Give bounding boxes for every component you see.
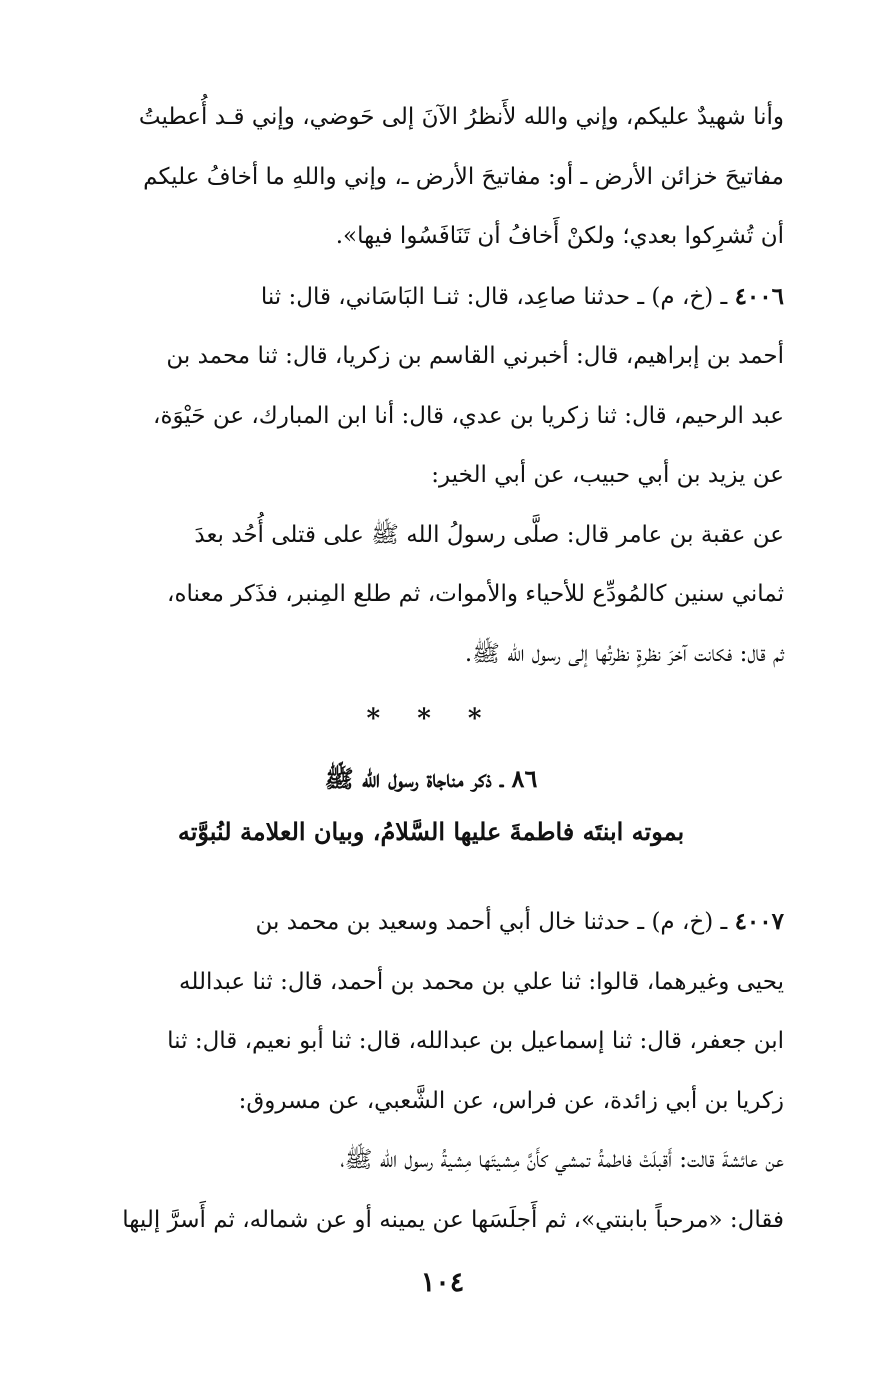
text-line-rest: ـ (خ، م) ـ حدثنا خال أبي أحمد وسعيد بن محمد بن [255,909,728,935]
chapter-heading-line-2: بموته ابنتَه فاطمةَ عليها السَّلامُ، وبيان العلامة لنُبوَّته [177,817,685,846]
spacer [78,858,784,892]
chapter-heading-line-1: ٨٦ ـ ذكر مناجاة رسول الله ﷺ [324,764,538,793]
text-line: أحمد بن إبراهيم، قال: أخبرني القاسم بن زكريا، قال: ثنا محمد بن [166,343,784,369]
text-line [78,267,784,328]
chapter-heading [78,752,784,858]
page-number: ١٠٤ [420,1267,465,1298]
hadith-number: ٤٠٠٦ [734,282,784,310]
hadith-4006-isnad [78,267,784,506]
text-line: وأنا شهيدٌ عليكم، وإني والله لأَنظرُ الآنَ إلى حَوضي، وإني قـد أُعطيتُ [138,104,784,130]
hadith-4006-matn [78,506,784,685]
section-separator: * * * [366,704,496,734]
paragraph-continuation [78,88,784,267]
text-line: عبد الرحيم، قال: ثنا زكريا بن عدي، قال: أنا ابن المبارك، عن حَيْوَة، [153,402,784,429]
text-line: عن عائشةَ قالت: أَقبلَتْ فاطمةُ تمشي كأَنَّ مِشيتَها مِشيةُ رسول الله ﷺ، [340,1147,784,1173]
hadith-4007-matn [78,1131,784,1250]
text-line: يحيى وغيرهما، قالوا: ثنا علي بن محمد بن أحمد، قال: ثنا عبدالله [179,968,784,995]
text-line: عن عقبة بن عامر قال: صلَّى رسولُ الله ﷺ على قتلى أُحُد بعدَ [194,521,784,548]
text-line: زكريا بن أبي زائدة، عن فراس، عن الشَّعبي، عن مسروق: [238,1087,784,1114]
text-line: ابن جعفر، قال: ثنا إسماعيل بن عبدالله، قال: ثنا أبو نعيم، قال: ثنا [167,1028,784,1054]
text-line [78,892,784,953]
text-line-rest: ـ (خ، م) ـ حدثنا صاعِد، قال: ثنـا البَاسَاني، قال: ثنا [260,283,728,310]
text-line: عن يزيد بن أبي حبيب، عن أبي الخير: [431,462,784,488]
text-line: مفاتيحَ خزائن الأرض ـ أو: مفاتيحَ الأرض ـ، وإني واللهِ ما أخافُ عليكم [143,163,784,190]
text-line: فقال: «مرحباً بابنتي»، ثم أَجلَسَها عن يمينه أو عن شماله، ثم أَسرَّ إليها [122,1206,784,1233]
hadith-number: ٤٠٠٧ [734,908,784,935]
text-line: أن تُشرِكوا بعدي؛ ولكنْ أَخافُ أن تَنَافَسُوا فيها». [335,223,784,249]
text-line: ثماني سنين كالمُودِّع للأحياء والأموات، ثم طلع المِنبر، فذَكر معناه، [167,581,784,607]
text-line: ثم قال: فكانت آخرَ نظرةٍ نظرتُها إلى رسول الله ﷺ. [464,640,784,667]
page-body [78,88,784,1250]
hadith-4007-isnad [78,892,784,1131]
